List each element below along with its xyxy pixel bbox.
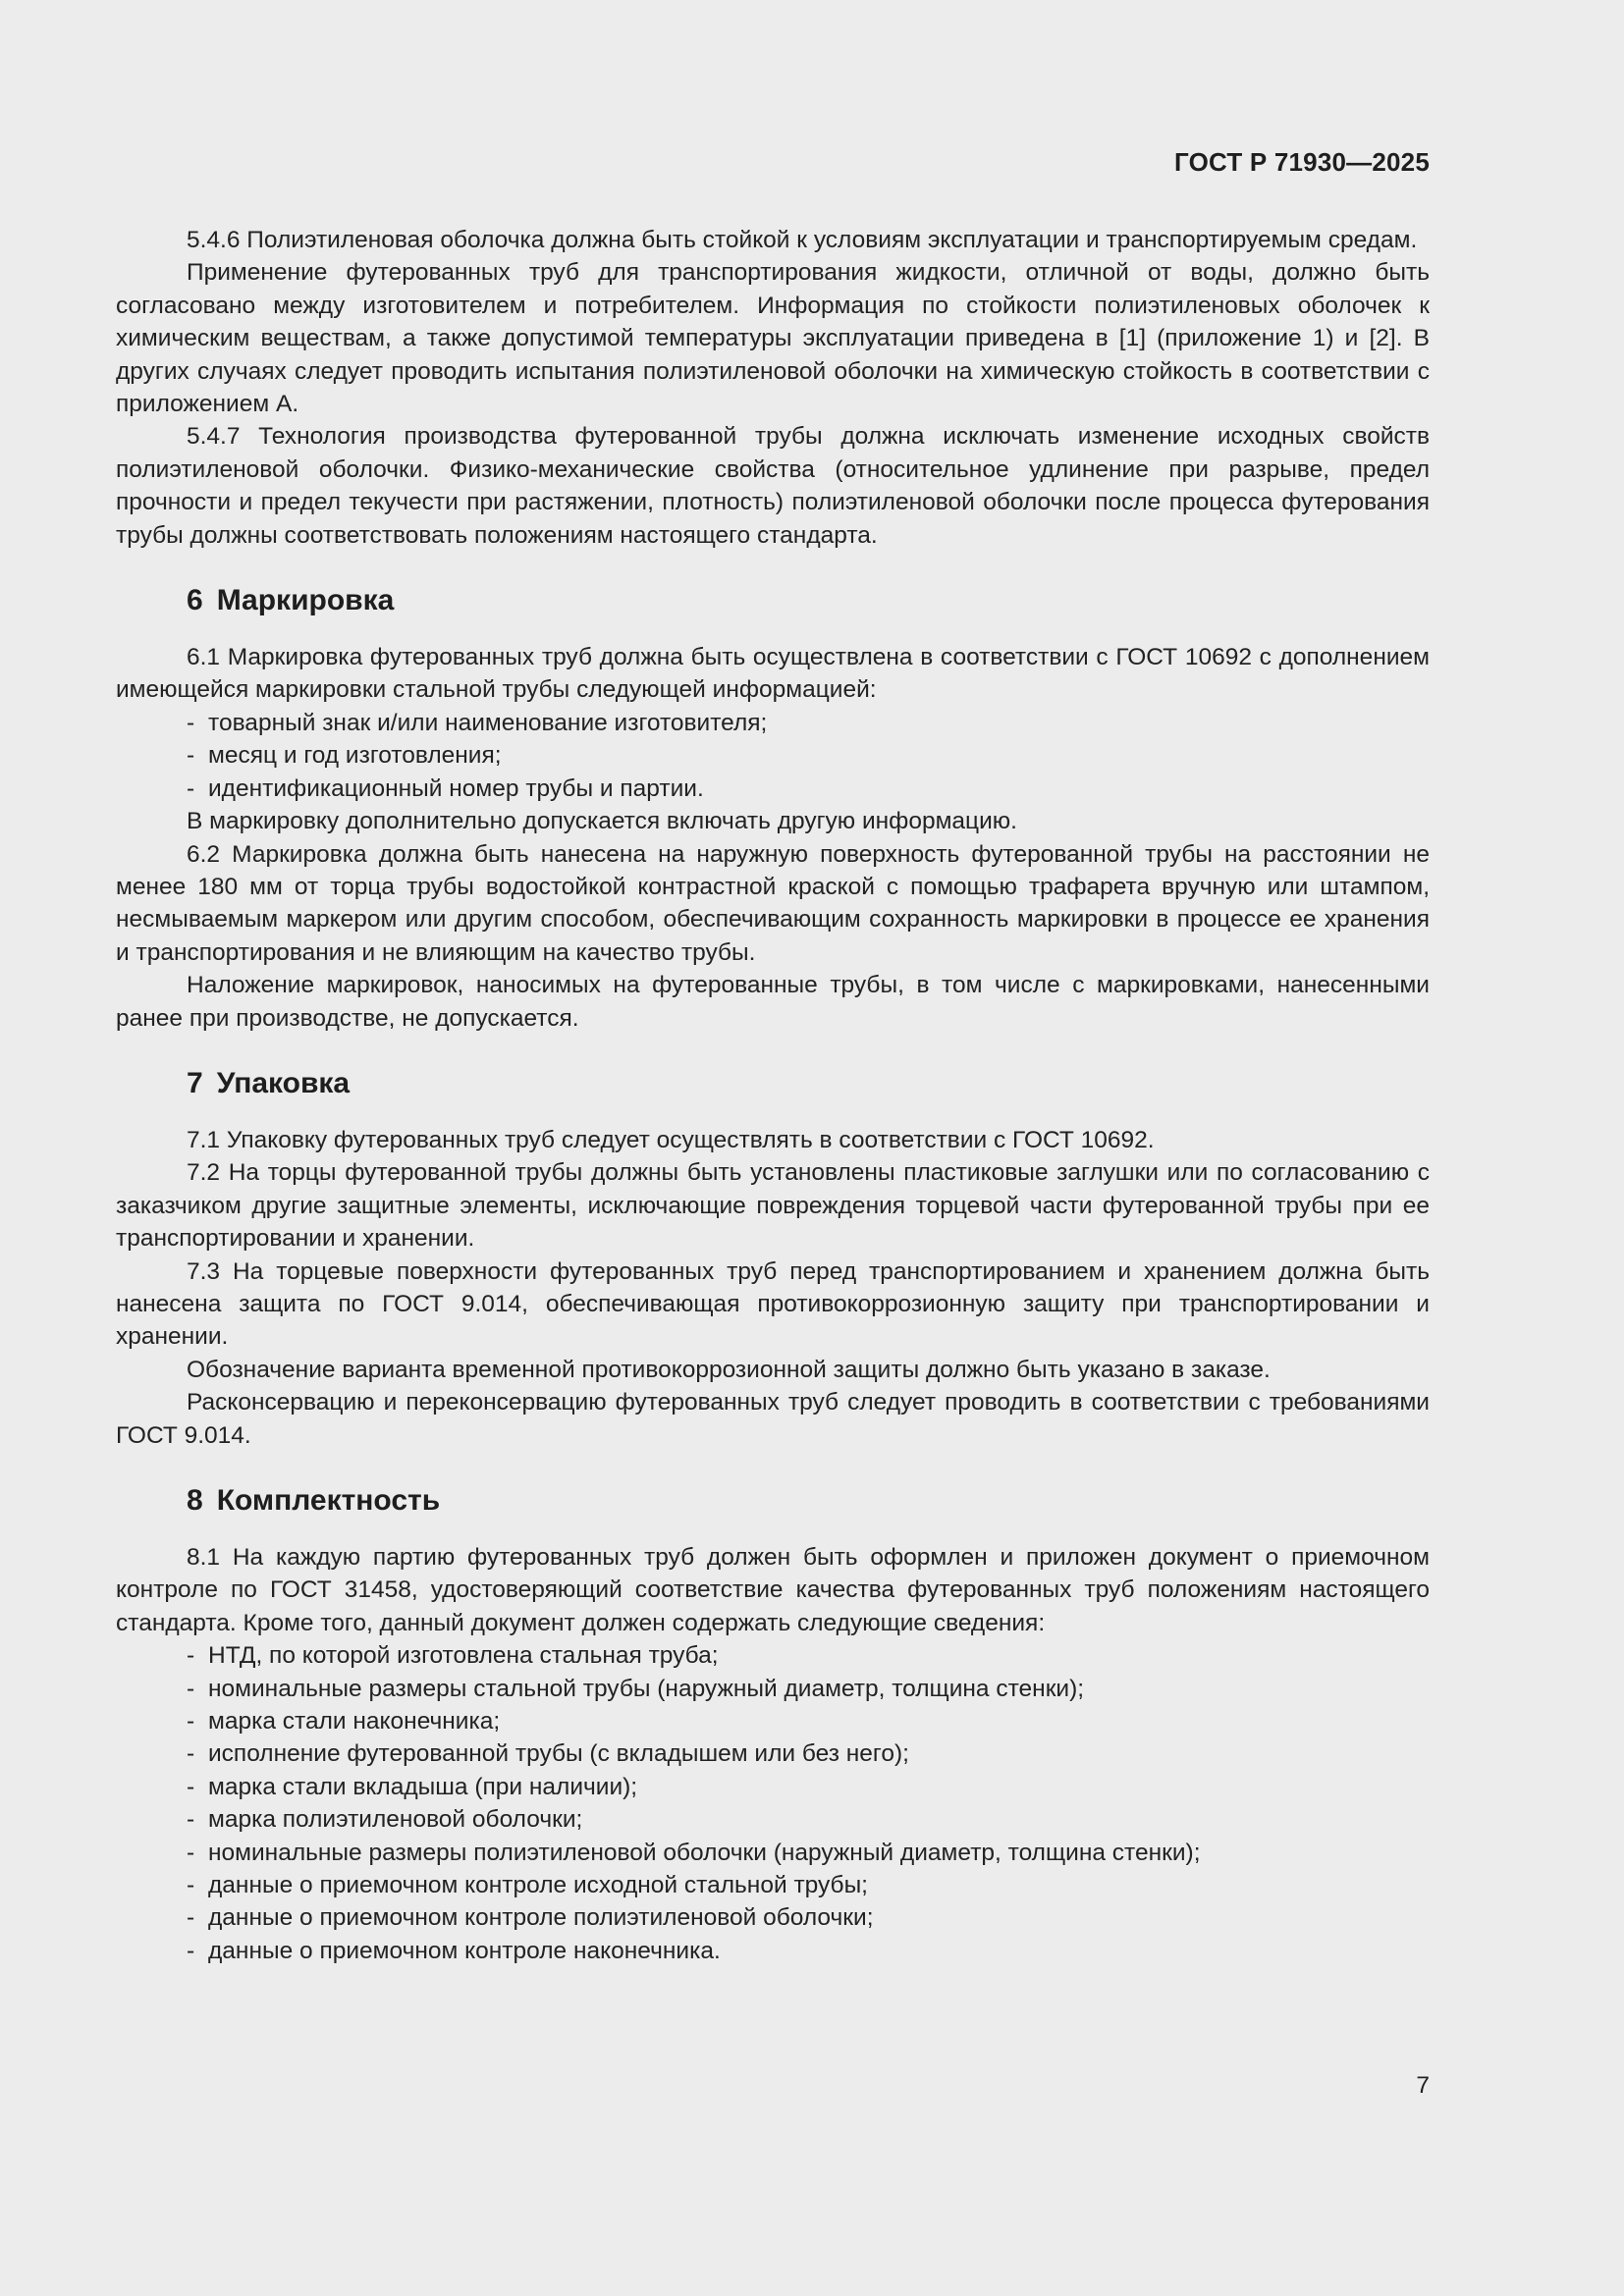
- paragraph-5-4-6-application: Применение футерованных труб для транспортирования жидкости, отличной от воды, должно быть согласовано между изготовителем и потребителем. Информация по стойкости полиэтиленовых оболочек к химическим веществам, а также допустимой температуры эксплуатации приведена в [1] (приложение 1) и [2]. В других случаях следует проводить испытания полиэтиленовой оболочки на химическую стойкость в соответствии с приложением А.: [116, 259, 1430, 418]
- marking-info-list: [116, 707, 1430, 805]
- list-dash: -: [187, 1773, 195, 1800]
- section-number: 8: [187, 1484, 203, 1517]
- paragraph-7-2: 7.2 На торцы футерованной трубы должны быть установлены пластиковые заглушки или по согласованию с заказчиком другие защитные элементы, исключающие повреждения торцевой части футерованной трубы при ее транспортировании и хранении.: [116, 1159, 1430, 1253]
- list-item: - данные о приемочном контроле полиэтиленовой оболочки;: [187, 1901, 1430, 1934]
- section-title: Маркировка: [216, 584, 395, 617]
- section-heading-completeness: [116, 1481, 1430, 1521]
- paragraph-7-3-designation: Обозначение варианта временной противокоррозионной защиты должно быть указано в заказе.: [187, 1356, 1271, 1383]
- section-number: 6: [187, 584, 203, 617]
- list-dash: -: [187, 1872, 195, 1899]
- list-item: - месяц и год изготовления;: [187, 739, 1430, 772]
- list-item: - исполнение футерованной трубы (с вкладышем или без него);: [187, 1737, 1430, 1770]
- paragraph-6-1-additional: В маркировку дополнительно допускается включать другую информацию.: [187, 808, 1017, 835]
- paragraph-5-4-7: 5.4.7 Технология производства футерованной трубы должна исключать изменение исходных свойств полиэтиленовой оболочки. Физико-механические свойства (относительное удлинение при разрыве, предел прочности и предел текучести при растяжении, плотность) полиэтиленовой оболочки после процесса футерования трубы должны соответствовать положениям настоящего стандарта.: [116, 423, 1430, 549]
- section-number: 7: [187, 1066, 203, 1099]
- section-title: Упаковка: [216, 1066, 351, 1099]
- section-title: Комплектность: [216, 1484, 441, 1517]
- list-dash: -: [187, 1708, 195, 1735]
- section-heading-marking: [116, 581, 1430, 620]
- paragraph-7-3: 7.3 На торцевые поверхности футерованных труб перед транспортированием и хранением должна быть нанесена защита по ГОСТ 9.014, обеспечивающая противокоррозионную защиту при транспортировании и хранении.: [116, 1257, 1430, 1351]
- paragraph-8-1: 8.1 На каждую партию футерованных труб должен быть оформлен и приложен документ о приемочном контроле по ГОСТ 31458, удостоверяющий соответствие качества футерованных труб положениям настоящего стандарта. Кроме того, данный документ должен содержать следующие сведения:: [116, 1544, 1430, 1636]
- list-dash: -: [187, 774, 195, 802]
- list-dash: -: [187, 709, 195, 736]
- page-number: 7: [1416, 2072, 1430, 2099]
- list-dash: -: [187, 1642, 195, 1670]
- document-contents-list: [116, 1639, 1430, 1967]
- list-dash: -: [187, 1904, 195, 1932]
- paragraph-6-1: 6.1 Маркировка футерованных труб должна быть осуществлена в соответствии с ГОСТ 10692 с дополнением имеющейся маркировки стальной трубы следующей информацией:: [116, 644, 1430, 704]
- list-item: - марка стали наконечника;: [187, 1705, 1430, 1737]
- document-header-standard-id: ГОСТ Р 71930—2025: [1174, 147, 1430, 177]
- paragraph-7-1: 7.1 Упаковку футерованных труб следует осуществлять в соответствии с ГОСТ 10692.: [187, 1126, 1155, 1153]
- document-body: [116, 224, 1430, 1967]
- list-dash: -: [187, 1937, 195, 1964]
- list-item: - НТД, по которой изготовлена стальная труба;: [187, 1639, 1430, 1672]
- list-item: - данные о приемочном контроле исходной стальной трубы;: [187, 1869, 1430, 1901]
- list-item: - марка полиэтиленовой оболочки;: [187, 1803, 1430, 1836]
- section-heading-packaging: [116, 1064, 1430, 1103]
- paragraph-5-4-6: 5.4.6 Полиэтиленовая оболочка должна быть стойкой к условиям эксплуатации и транспортируемым средам.: [187, 227, 1418, 253]
- paragraph-7-3-reconservation: Расконсервацию и переконсервацию футерованных труб следует проводить в соответствии с требованиями ГОСТ 9.014.: [116, 1389, 1430, 1449]
- paragraph-6-2: 6.2 Маркировка должна быть нанесена на наружную поверхность футерованной трубы на расстоянии не менее 180 мм от торца трубы водостойкой контрастной краской с помощью трафарета вручную или штампом, несмываемым маркером или другим способом, обеспечивающим сохранность маркировки в процессе ее хранения и транспортирования и не влияющим на качество трубы.: [116, 840, 1430, 966]
- list-dash: -: [187, 742, 195, 770]
- list-item: - идентификационный номер трубы и партии.: [187, 773, 1430, 805]
- paragraph-6-2-overlay: Наложение маркировок, наносимых на футерованные трубы, в том числе с маркировками, нанесенными ранее при производстве, не допускается.: [116, 972, 1430, 1032]
- list-item: - марка стали вкладыша (при наличии);: [187, 1771, 1430, 1803]
- list-dash: -: [187, 1806, 195, 1834]
- list-dash: -: [187, 1675, 195, 1702]
- list-dash: -: [187, 1740, 195, 1768]
- list-item: - товарный знак и/или наименование изготовителя;: [187, 707, 1430, 739]
- list-item: - номинальные размеры полиэтиленовой оболочки (наружный диаметр, толщина стенки);: [187, 1837, 1430, 1869]
- list-dash: -: [187, 1839, 195, 1866]
- list-item: - данные о приемочном контроле наконечника.: [187, 1935, 1430, 1967]
- list-item: - номинальные размеры стальной трубы (наружный диаметр, толщина стенки);: [187, 1673, 1430, 1705]
